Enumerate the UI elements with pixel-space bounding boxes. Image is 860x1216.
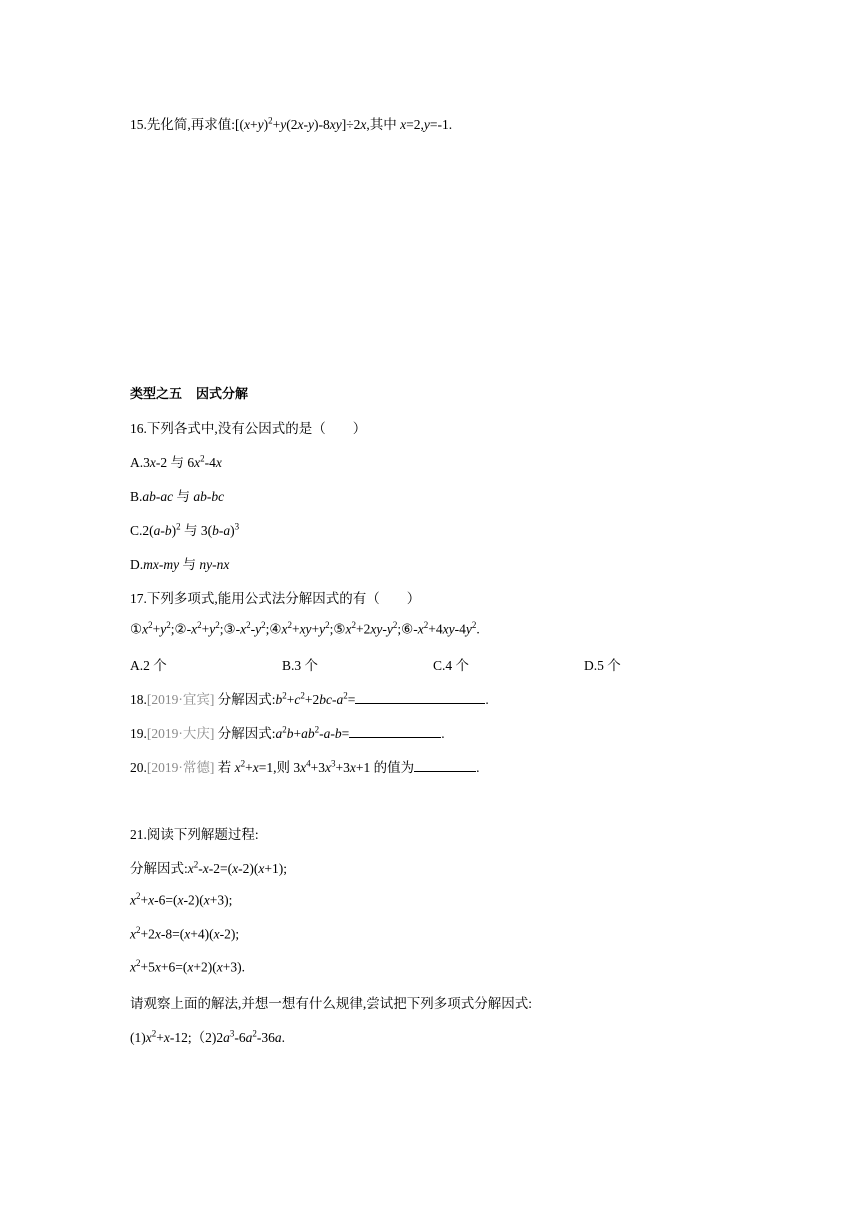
question-21-example-4: $x^2+5x+6=(x+2)(x+3)$.: [130, 958, 245, 975]
question-18-text: 分解因式$:b^2+c^2+2bc-a^2=$: [214, 690, 356, 707]
question-18-number: 18.: [130, 692, 147, 707]
question-21-stem: 21.阅读下列解题过程:: [130, 827, 259, 842]
question-20-end: .: [476, 760, 480, 775]
section-subtitle: 因式分解: [196, 387, 249, 402]
question-18-source: [2019·宜宾]: [146, 692, 215, 707]
answer-blank[interactable]: [349, 725, 441, 738]
question-19-text: 分解因式$:a^2b+ab^2-a-b=$: [214, 724, 350, 741]
question-19-end: .: [441, 726, 445, 741]
question-15: [130, 113, 452, 133]
question-15-number: 15.: [130, 117, 147, 132]
question-21-example-1: 分解因式$:x^2-x-2=(x-2)(x+1)$;: [130, 859, 287, 876]
question-20-number: 20.: [130, 760, 147, 775]
question-17-items: $①x^2+y^2;②-x^2+y^2;③-x^2-y^2;④x^2+xy+y^2;⑤x^2+2xy-y^2;⑥-x^2+4xy-4y^2$.: [130, 620, 480, 637]
question-19-number: 19.: [130, 726, 147, 741]
question-21-example-2: $x^2+x-6=(x-2)(x+3)$;: [130, 891, 233, 908]
question-16-option-c: $C.2(a-b)^2$ 与 $3(b-a)^3$: [130, 521, 240, 538]
question-20-source: [2019·常德]: [146, 760, 215, 775]
question-17-option-a: A.2 个: [130, 658, 167, 673]
question-19-source: [2019·大庆]: [146, 726, 215, 741]
question-16-option-d: D.mx-my 与 ny-nx: [130, 557, 230, 572]
question-20: [130, 756, 480, 776]
question-16-stem: 16.下列各式中,没有公因式的是（ ）: [130, 421, 367, 436]
section-heading: [130, 383, 248, 402]
question-18: [130, 688, 489, 708]
section-title: 类型之五: [130, 387, 183, 402]
question-15-expression: $[(x+y)^2+y(2x-y)-8xy]\div 2x$,其中 x=2,y=-1.: [235, 115, 453, 132]
question-20-text: 若 $x^2+x=1$,则 $3x^4+3x^3+3x+1$ 的值为: [214, 758, 415, 775]
question-17-stem: 17.下列多项式,能用公式法分解因式的有（ ）: [130, 591, 421, 606]
question-17-option-d: D.5 个: [584, 658, 621, 673]
question-21-example-3: $x^2+2x-8=(x+4)(x-2)$;: [130, 925, 240, 942]
answer-blank[interactable]: [355, 691, 485, 704]
question-16-option-b: B.ab-ac 与 ab-bc: [130, 489, 225, 504]
question-18-end: .: [485, 692, 489, 707]
question-19: [130, 722, 445, 742]
question-17-option-b: B.3 个: [282, 658, 319, 673]
question-17-option-c: C.4 个: [433, 658, 470, 673]
question-21-instruction: 请观察上面的解法,并想一想有什么规律,尝试把下列多项式分解因式:: [130, 996, 532, 1011]
question-16-option-a: A.3x-2 与 $6x^2-4x$: [130, 453, 222, 470]
question-15-prefix: 先化简,再求值:: [146, 117, 236, 132]
question-21-tasks: $(1)x^2+x-12;(2)2a^3-6a^2-36a$.: [130, 1028, 285, 1045]
answer-blank[interactable]: [414, 759, 476, 772]
